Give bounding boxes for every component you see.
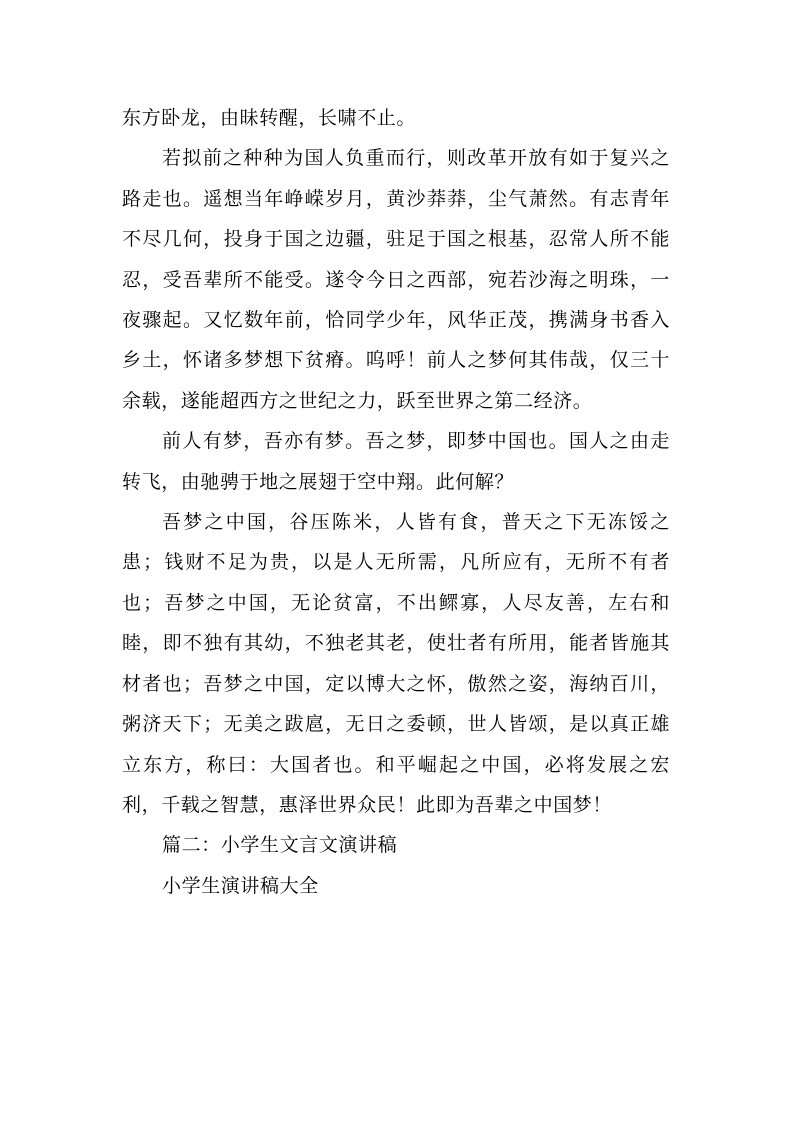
- paragraph-1: 东方卧龙，由昧转醒，长啸不止。: [122, 107, 417, 129]
- paragraph-2: 若拟前之种种为国人负重而行，则改革开放有如于复兴之路走也。遥想当年峥嵘岁月，黄沙莽莽，尘气萧然。有志青年不尽几何，投身于国之边疆，驻足于国之根基，忍常人所不能忍，受吾辈所不能受。遂令今日之西部，宛若沙海之明珠，一夜骤起。又忆数年前，恰同学少年，风华正茂，携满身书香入乡土，怀诸多梦想下贫瘠。呜呼！前人之梦何其伟哉，仅三十余载，遂能超西方之世纪之力，跃至世界之第二经济。: [122, 147, 670, 412]
- paragraph-3: 前人有梦，吾亦有梦。吾之梦，即梦中国也。国人之由走转飞，由驰骋于地之展翅于空中翔。此何解？: [122, 430, 670, 493]
- section-heading: 篇二：小学生文言文演讲稿: [162, 834, 398, 857]
- paragraph-4: 吾梦之中国，谷压陈米，人皆有食，普天之下无冻馁之患；钱财不足为贵，以是人无所需，凡所应有，无所不有者也；吾梦之中国，无论贫富，不出鳏寡，人尽友善，左右和睦，即不独有其幼，不独老其老，使壮者有所用，能者皆施其材者也；吾梦之中国，定以博大之怀，傲然之姿，海纳百川，粥济天下；无美之跋扈，无日之委顿，世人皆颂，是以真正雄立东方，称曰：大国者也。和平崛起之中国，必将发展之宏利，千载之智慧，惠泽世界众民！此即为吾辈之中国梦！: [122, 511, 670, 816]
- document-body: [122, 98, 670, 906]
- subsection-heading: 小学生演讲稿大全: [162, 874, 319, 897]
